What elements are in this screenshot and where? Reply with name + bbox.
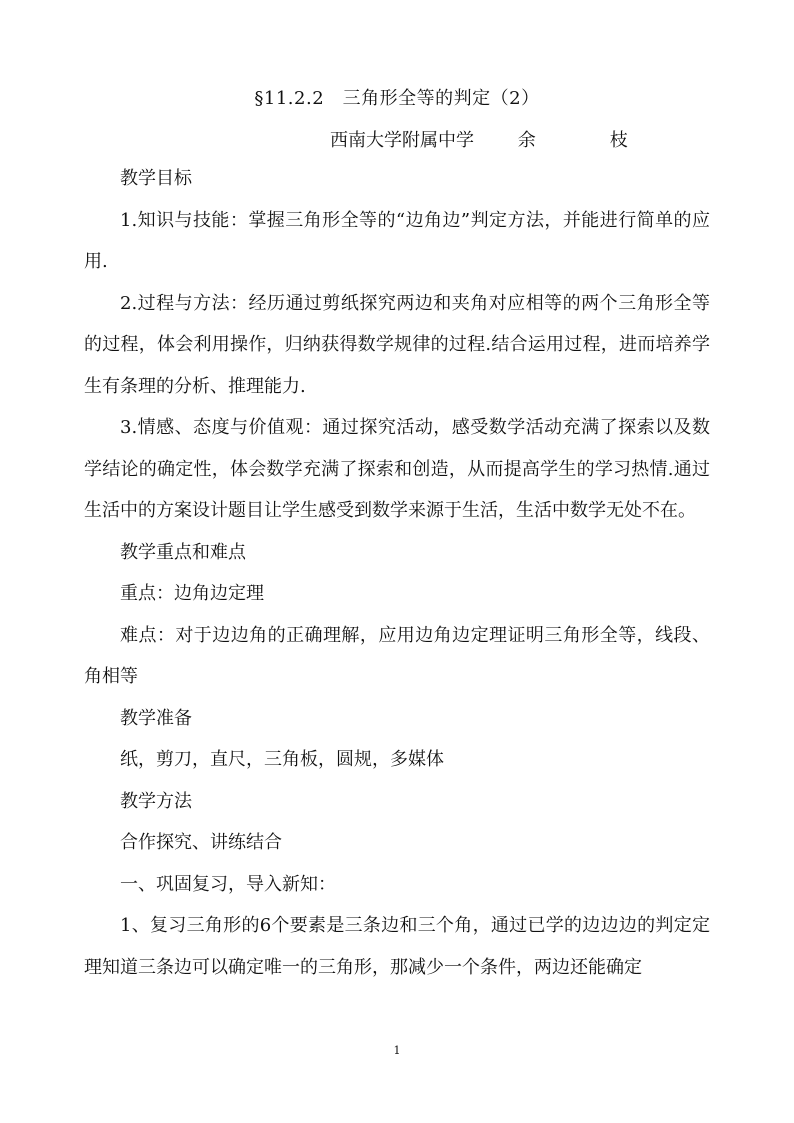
- paragraph-review: 1、复习三角形的6个要素是三条边和三个角，通过已学的边边边的判定定理知道三条边可以确定唯一的三角形，那减少一个条件，两边还能确定: [84, 915, 710, 978]
- document-title: §11.2.2 三角形全等的判定（2）: [254, 88, 540, 109]
- heading-key-points: 教学重点和难点: [120, 541, 246, 563]
- paragraph-difficulty: 难点：对于边边角的正确理解，应用边角边定理证明三角形全等，线段、角相等: [84, 624, 710, 687]
- document-body: [84, 158, 710, 988]
- author-name: 余 枝: [517, 130, 656, 151]
- paragraph-emotion-values: 3.情感、态度与价值观：通过探究活动，感受数学活动充满了探索以及数学结论的确定性，体会数学充满了探索和创造，从而提高学生的学习热情.通过生活中的方案设计题目让学生感受到数学来源于生活，生活中数学无处不在。: [84, 417, 710, 521]
- heading-review-section: 一、巩固复习，导入新知：: [120, 873, 336, 895]
- school-name: 西南大学附属中学: [330, 130, 474, 151]
- paragraph-knowledge-skills: 1.知识与技能：掌握三角形全等的“边角边”判定方法，并能进行简单的应用.: [84, 209, 710, 272]
- paragraph-method: 合作探究、讲练结合: [120, 832, 282, 853]
- paragraph-materials: 纸，剪刀，直尺，三角板，圆规，多媒体: [120, 749, 444, 770]
- heading-teaching-method: 教学方法: [120, 790, 192, 812]
- heading-teaching-goals: 教学目标: [120, 168, 192, 189]
- paragraph-process-methods: 2.过程与方法：经历通过剪纸探究两边和夹角对应相等的两个三角形全等的过程，体会利用操作，归纳获得数学规律的过程.结合运用过程，进而培养学生有条理的分析、推理能力.: [84, 292, 710, 397]
- paragraph-key-point: 重点：边角边定理: [120, 583, 264, 604]
- author-line: [330, 126, 656, 152]
- page-number: 1: [393, 1044, 401, 1057]
- heading-preparation: 教学准备: [120, 707, 192, 729]
